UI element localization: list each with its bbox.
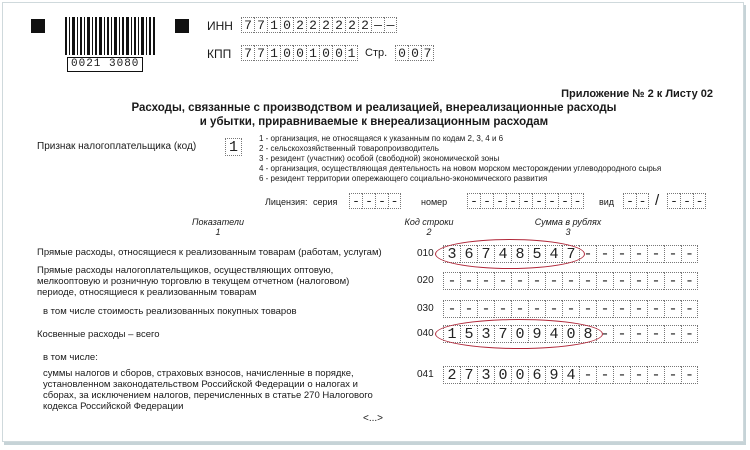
amount-cell[interactable]: 0 (511, 366, 528, 384)
license-number-cell[interactable]: - (545, 193, 558, 209)
amount-cell[interactable]: - (579, 366, 596, 384)
inn-cell[interactable]: 2 (306, 17, 319, 33)
amount-cell[interactable]: 0 (494, 366, 511, 384)
inn-cell[interactable]: — (371, 17, 384, 33)
row-code: 040 (417, 328, 434, 339)
amount-cell[interactable]: 2 (443, 366, 460, 384)
row-label-line: кодекса Российской Федерации (43, 401, 184, 412)
kpp-cells (241, 45, 358, 61)
amount-cell[interactable]: 4 (562, 366, 579, 384)
row-label-line: периоде, относящиеся к реализованным товарам (37, 287, 257, 298)
kpp-cell[interactable]: 0 (280, 45, 293, 61)
amount-cell[interactable]: - (630, 300, 647, 318)
license-number-cell[interactable]: - (519, 193, 532, 209)
taxpayer-code-cell[interactable]: 1 (225, 138, 242, 156)
taxpayer-option: 6 - резидент территории опережающего социально-экономического развития (259, 174, 548, 183)
taxpayer-code (225, 138, 242, 156)
row-label-line: установленном законодательством Российской Федерации о налогах и (43, 379, 358, 390)
highlight-oval-040 (435, 319, 603, 349)
row-amount-cells (443, 272, 698, 290)
amount-cell[interactable]: - (460, 272, 477, 290)
kpp-cell[interactable]: 1 (345, 45, 358, 61)
amount-cell[interactable]: - (681, 300, 698, 318)
kpp-cell[interactable]: 0 (293, 45, 306, 61)
amount-cell[interactable]: - (681, 272, 698, 290)
amount-cell[interactable]: - (477, 272, 494, 290)
license-kind-cell[interactable]: - (680, 193, 693, 209)
amount-cell[interactable]: 7 (494, 325, 511, 343)
inn-cell[interactable]: 2 (332, 17, 345, 33)
amount-cell[interactable]: 3 (443, 245, 460, 263)
amount-cell[interactable]: - (579, 300, 596, 318)
appendix-title: Приложение № 2 к Листу 02 (561, 88, 713, 100)
amount-cell[interactable]: - (596, 366, 613, 384)
amount-cell[interactable]: 3 (477, 366, 494, 384)
license-series-cells (349, 193, 401, 209)
kpp-cell[interactable]: 0 (319, 45, 332, 61)
column-header-code-num: 2 (426, 227, 432, 237)
amount-cell[interactable]: 8 (579, 325, 596, 343)
amount-cell[interactable]: 7 (460, 366, 477, 384)
amount-cell[interactable]: - (460, 300, 477, 318)
row-label-line: в том числе стоимость реализованных покупных товаров (43, 306, 297, 317)
amount-cell[interactable]: 9 (545, 366, 562, 384)
barcode-number: 0021 3080 (67, 57, 143, 72)
inn-cell[interactable]: 7 (254, 17, 267, 33)
amount-cell[interactable]: 9 (528, 325, 545, 343)
corner-marker-left (31, 19, 45, 33)
row-label-line: Прямые расходы, относящиеся к реализованным товарам (работам, услугам) (37, 247, 382, 258)
row-label (43, 306, 297, 317)
column-header-amount: Сумма в рублях (534, 217, 602, 227)
amount-cell[interactable]: - (443, 300, 460, 318)
amount-cell[interactable]: - (528, 300, 545, 318)
amount-cell[interactable]: - (681, 366, 698, 384)
tax-form-page (2, 2, 744, 442)
column-header-indicators: Показатели (192, 217, 244, 227)
barcode-icon (65, 17, 155, 59)
row-label-line: суммы налогов и сборов, страховых взносов, начисленные в порядке, (43, 368, 354, 379)
amount-cell[interactable]: - (528, 272, 545, 290)
amount-cell[interactable]: 8 (511, 245, 528, 263)
inn-cell[interactable]: — (384, 17, 397, 33)
amount-cell[interactable]: - (613, 366, 630, 384)
amount-cell[interactable]: - (596, 300, 613, 318)
taxpayer-label: Признак налогоплательщика (код) (37, 141, 197, 152)
amount-cell[interactable]: - (545, 272, 562, 290)
amount-cell[interactable]: 4 (545, 325, 562, 343)
amount-cell[interactable]: - (596, 245, 613, 263)
column-header-indicators-num: 1 (215, 227, 221, 237)
amount-cell[interactable]: - (613, 300, 630, 318)
column-header-amount-num: 3 (565, 227, 571, 237)
license-number-cell[interactable]: - (493, 193, 506, 209)
amount-cell[interactable]: - (613, 325, 630, 343)
continuation-marker: <...> (363, 413, 384, 424)
corner-marker-right (175, 19, 189, 33)
license-number-cell[interactable]: - (532, 193, 545, 209)
license-kind-cell[interactable]: - (636, 193, 649, 209)
license-kind-label: вид (599, 197, 615, 207)
amount-cell[interactable]: 5 (528, 245, 545, 263)
amount-cell[interactable]: - (647, 325, 664, 343)
amount-cell[interactable]: - (647, 300, 664, 318)
taxpayer-option: 3 - резидент (участник) особой (свободной) экономической зоны (259, 154, 500, 163)
row-label-line: в том числе: (43, 352, 98, 363)
row-amount-cells (443, 366, 698, 384)
amount-cell[interactable]: - (630, 325, 647, 343)
amount-cell[interactable]: - (562, 300, 579, 318)
amount-cell[interactable]: - (613, 272, 630, 290)
license-series-cell[interactable]: - (388, 193, 401, 209)
license-number-cell[interactable]: - (506, 193, 519, 209)
kpp-cell[interactable]: 1 (267, 45, 280, 61)
amount-cell[interactable]: - (562, 272, 579, 290)
license-number-cell[interactable]: - (467, 193, 480, 209)
license-slash: / (655, 192, 660, 209)
row-label-line: Косвенные расходы – всего (37, 329, 160, 340)
row-label (43, 368, 373, 412)
amount-cell[interactable]: - (545, 300, 562, 318)
amount-cell[interactable]: - (596, 272, 613, 290)
row-code: 010 (417, 248, 434, 259)
kpp-label: КПП (207, 47, 232, 61)
amount-cell[interactable]: 4 (545, 245, 562, 263)
amount-cell[interactable]: 0 (562, 325, 579, 343)
amount-cell[interactable]: - (630, 366, 647, 384)
license-series-label: серия (313, 197, 338, 207)
row-label (37, 329, 160, 340)
amount-cell[interactable]: - (630, 245, 647, 263)
amount-cell[interactable]: - (664, 366, 681, 384)
license-number-label: номер (421, 197, 448, 207)
license-kind-cells-b (667, 193, 706, 209)
amount-cell[interactable]: - (647, 245, 664, 263)
license-label: Лицензия: (265, 197, 308, 207)
amount-cell[interactable]: - (494, 272, 511, 290)
inn-cell[interactable]: 2 (319, 17, 332, 33)
license-number-cells (467, 193, 584, 209)
license-kind-cells-a (623, 193, 649, 209)
kpp-cell[interactable]: 7 (241, 45, 254, 61)
row-code: 020 (417, 275, 434, 286)
amount-cell[interactable]: 3 (477, 325, 494, 343)
license-series-cell[interactable]: - (362, 193, 375, 209)
taxpayer-options (259, 134, 661, 184)
license-series-cell[interactable]: - (349, 193, 362, 209)
amount-cell[interactable]: - (681, 245, 698, 263)
amount-cell[interactable]: - (630, 272, 647, 290)
page-cell[interactable]: 0 (395, 45, 408, 61)
inn-cell[interactable]: 2 (345, 17, 358, 33)
kpp-cell[interactable]: 0 (332, 45, 345, 61)
amount-cell[interactable]: 1 (443, 325, 460, 343)
page-label: Стр. (365, 47, 388, 59)
taxpayer-option: 4 - организация, осуществляющая деятельность на новом морском месторождении углеводородного сырья (259, 164, 662, 173)
column-header-code: Код строки (404, 217, 454, 227)
amount-cell[interactable]: - (511, 272, 528, 290)
amount-cell[interactable]: - (664, 245, 681, 263)
form-title-line-1: Расходы, связанные с производством и реализацией, внереализационные расходы (131, 102, 617, 114)
amount-cell[interactable]: - (511, 300, 528, 318)
amount-cell[interactable]: 7 (477, 245, 494, 263)
amount-cell[interactable]: 5 (460, 325, 477, 343)
page-cell[interactable]: 7 (421, 45, 434, 61)
amount-cell[interactable]: - (647, 272, 664, 290)
highlight-oval-010 (435, 239, 585, 269)
amount-cell[interactable]: - (494, 300, 511, 318)
kpp-cell[interactable]: 7 (254, 45, 267, 61)
amount-cell[interactable]: - (443, 272, 460, 290)
amount-cell[interactable]: - (681, 325, 698, 343)
inn-cell[interactable]: 2 (293, 17, 306, 33)
amount-cell[interactable]: 7 (562, 245, 579, 263)
amount-cell[interactable]: 6 (460, 245, 477, 263)
amount-cell[interactable]: 0 (511, 325, 528, 343)
inn-cells (241, 17, 397, 33)
amount-cell[interactable]: - (579, 272, 596, 290)
amount-cell[interactable]: - (664, 325, 681, 343)
license-series-cell[interactable]: - (375, 193, 388, 209)
amount-cell[interactable]: 4 (494, 245, 511, 263)
inn-label: ИНН (207, 19, 233, 33)
amount-cell[interactable]: - (579, 245, 596, 263)
license-number-cell[interactable]: - (571, 193, 584, 209)
amount-cell[interactable]: - (647, 366, 664, 384)
taxpayer-option: 2 - сельскохозяйственный товаропроизводитель (259, 144, 439, 153)
inn-cell[interactable]: 7 (241, 17, 254, 33)
license-number-cell[interactable]: - (480, 193, 493, 209)
amount-cell[interactable]: - (477, 300, 494, 318)
row-amount-cells (443, 300, 698, 318)
row-label-line: Прямые расходы налогоплательщиков, осуществляющих оптовую, (37, 265, 334, 276)
taxpayer-option: 1 - организация, не относящаяся к указанным по кодам 2, 3, 4 и 6 (259, 134, 504, 143)
inn-cell[interactable]: 0 (280, 17, 293, 33)
row-code: 041 (417, 369, 434, 380)
license-kind-cell[interactable]: - (693, 193, 706, 209)
kpp-cell[interactable]: 1 (306, 45, 319, 61)
row-label-line: сборах, за исключением налогов, перечисленных в статье 270 Налогового (43, 390, 373, 401)
amount-cell[interactable]: - (596, 325, 613, 343)
inn-cell[interactable]: 1 (267, 17, 280, 33)
page-cells (395, 45, 434, 61)
amount-cell[interactable]: 6 (528, 366, 545, 384)
license-kind-cell[interactable]: - (667, 193, 680, 209)
row-label (37, 265, 349, 298)
inn-cell[interactable]: 2 (358, 17, 371, 33)
license-kind-cell[interactable]: - (623, 193, 636, 209)
row-label (37, 247, 382, 258)
form-title-line-2: и убытки, приравниваемые к внереализационным расходам (199, 116, 549, 128)
row-code: 030 (417, 303, 434, 314)
page-cell[interactable]: 0 (408, 45, 421, 61)
row-label (43, 352, 98, 363)
amount-cell[interactable]: - (613, 245, 630, 263)
row-label-line: мелкооптовую и розничную торговлю в текущем отчетном (налоговом) (37, 276, 350, 287)
amount-cell[interactable]: - (664, 300, 681, 318)
license-number-cell[interactable]: - (558, 193, 571, 209)
amount-cell[interactable]: - (664, 272, 681, 290)
